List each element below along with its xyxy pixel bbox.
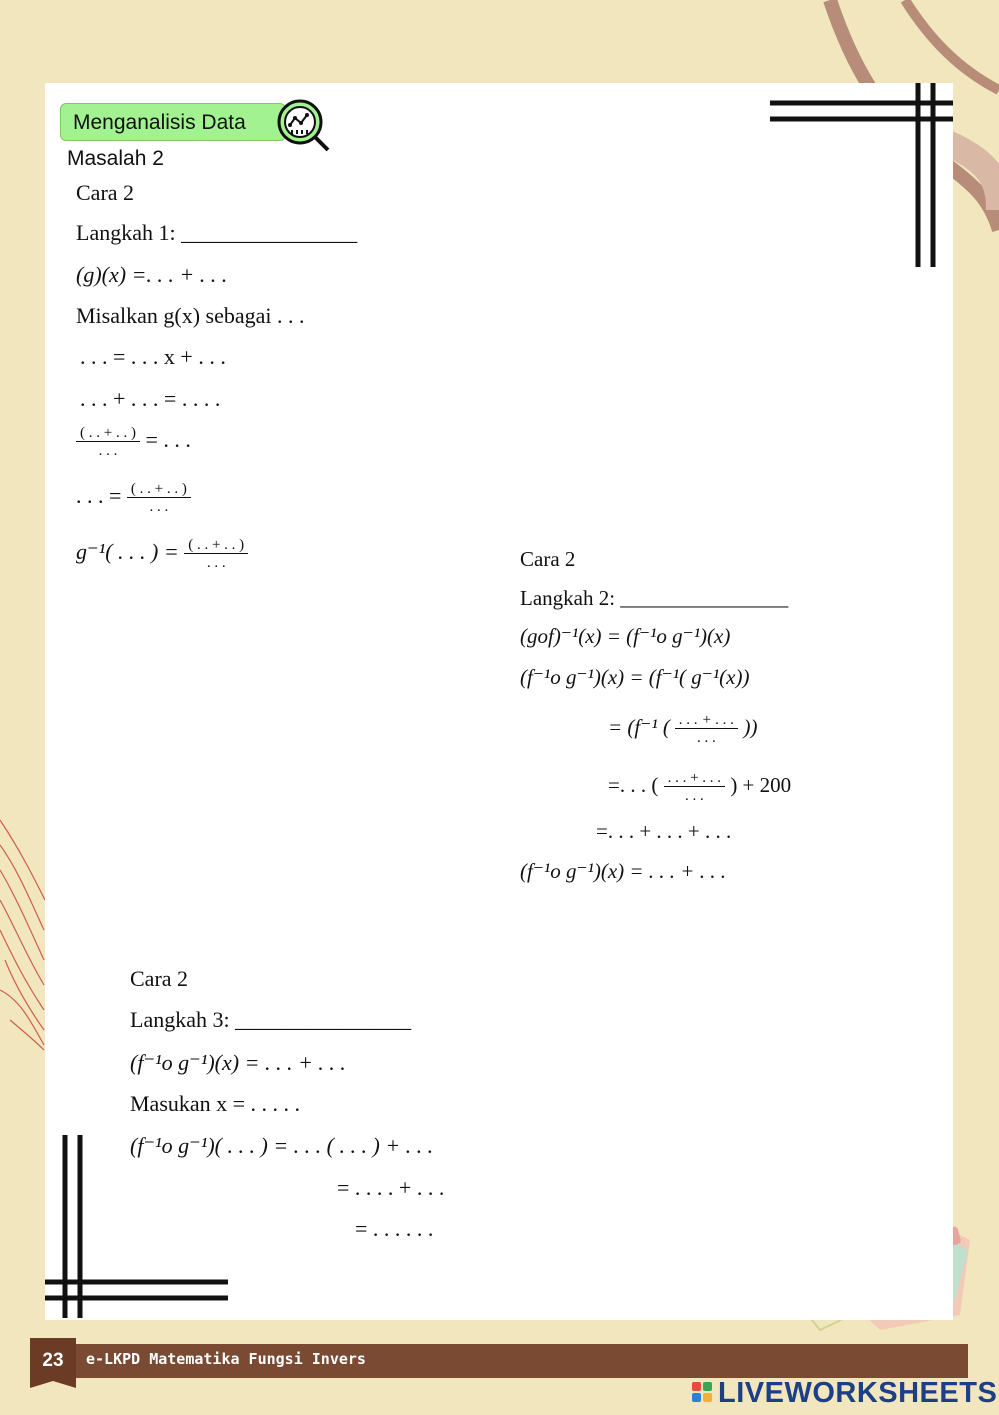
fraction (127, 481, 191, 515)
problem-label: Masalah 2 (67, 147, 164, 170)
equation-suffix: )) (743, 714, 758, 739)
footer-title: e-LKPD Matematika Fungsi Invers (86, 1350, 366, 1368)
equation-lhs: . . . = (76, 483, 122, 509)
step3-line1: (f⁻¹o g⁻¹)(x) = . . . + . . . (130, 1050, 346, 1075)
step1-line4: . . . + . . . = . . . . (80, 386, 221, 411)
equation-lhs: g⁻¹( . . . ) = (76, 539, 179, 565)
fraction-numerator: ( . . + . . ) (127, 481, 191, 498)
equation-rhs: = . . . (145, 427, 191, 453)
step1-line1: (g)(x) =. . . + . . . (76, 262, 228, 287)
equation-prefix: = (f⁻¹ ( (608, 714, 670, 739)
step1-step-label: Langkah 1: ________________ (76, 220, 358, 245)
step3-step-label: Langkah 3: ________________ (130, 1007, 412, 1032)
fraction (675, 712, 738, 746)
badge-label: Menganalisis Data (73, 111, 246, 134)
step3-line4: = . . . . + . . . (337, 1175, 445, 1200)
fraction-denominator: . . . (149, 499, 169, 515)
step3-title: Cara 2 (130, 966, 189, 991)
step2-line4 (608, 770, 791, 804)
step1-line2: Misalkan g(x) sebagai . . . (76, 303, 305, 328)
fraction-numerator: . . . + . . . (664, 770, 725, 787)
step2-line2: (f⁻¹o g⁻¹)(x) = (f⁻¹( g⁻¹(x)) (520, 665, 750, 689)
step2-line1: (gof)⁻¹(x) = (f⁻¹o g⁻¹)(x) (520, 624, 731, 648)
equation-prefix: =. . . ( (608, 772, 659, 797)
data-analysis-magnifier-icon (275, 97, 333, 155)
step1-line6 (76, 481, 191, 515)
fraction-denominator: . . . (206, 555, 226, 571)
fraction-denominator: . . . (684, 788, 704, 804)
fraction (76, 425, 140, 459)
step3-line2: Masukan x = . . . . . (130, 1091, 301, 1116)
page-number: 23 (42, 1350, 64, 1371)
fraction-denominator: . . . (98, 443, 118, 459)
step2-line3 (608, 712, 758, 746)
fraction-numerator: . . . + . . . (675, 712, 738, 729)
step1-line3: . . . = . . . x + . . . (80, 344, 226, 369)
fraction-denominator: . . . (697, 730, 717, 746)
step2-title: Cara 2 (520, 547, 576, 571)
step1-title: Cara 2 (76, 180, 135, 205)
fraction-numerator: ( . . + . . ) (184, 537, 248, 554)
fraction-numerator: ( . . + . . ) (76, 425, 140, 442)
step1-line5 (76, 425, 191, 459)
equation-suffix: ) + 200 (730, 772, 792, 797)
step3-line3: (f⁻¹o g⁻¹)( . . . ) = . . . ( . . . ) + . . . (130, 1133, 434, 1158)
fraction (184, 537, 248, 571)
step2-line5: =. . . + . . . + . . . (596, 819, 732, 843)
section-badge (60, 103, 286, 141)
fraction (664, 770, 725, 804)
step1-line7 (76, 537, 248, 571)
step3-line5: = . . . . . . (355, 1216, 434, 1241)
watermark-text[interactable]: LIVEWORKSHEETS (718, 1377, 998, 1409)
step2-step-label: Langkah 2: ________________ (520, 586, 789, 610)
liveworksheets-logo-icon (692, 1382, 714, 1404)
step2-line6: (f⁻¹o g⁻¹)(x) = . . . + . . . (520, 859, 726, 883)
